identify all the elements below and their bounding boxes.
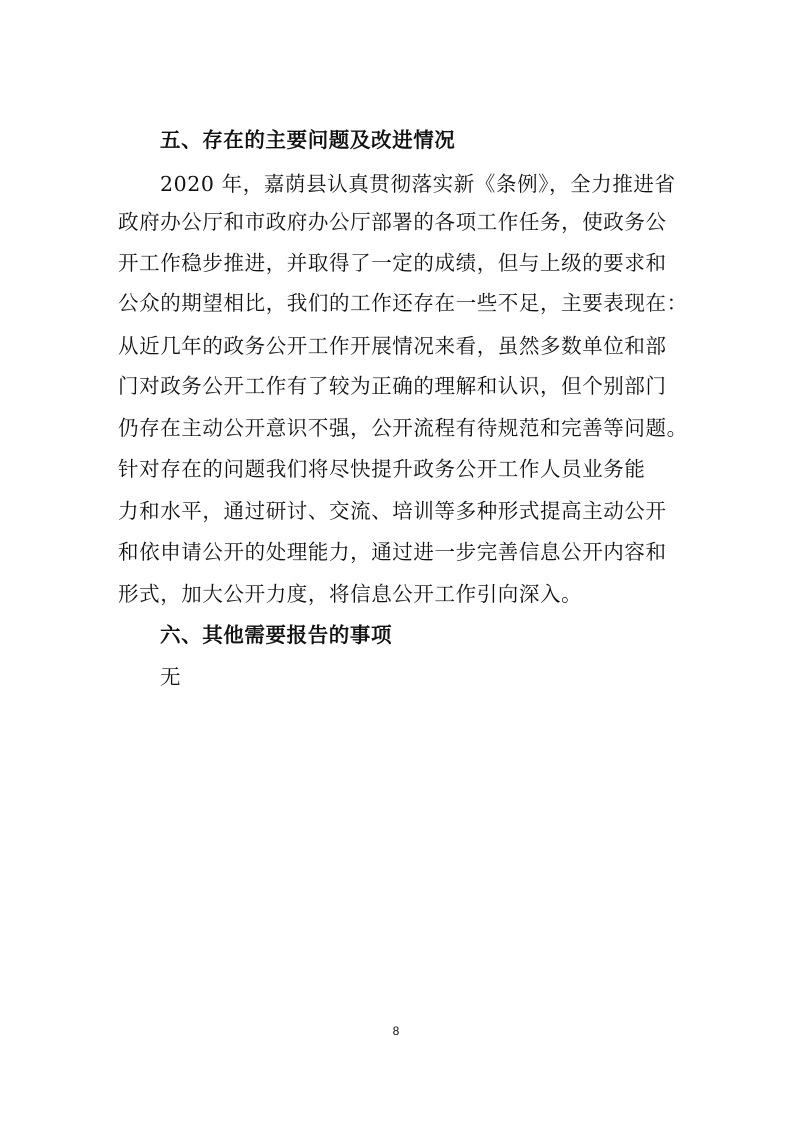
paragraph-line: 开工作稳步推进，并取得了一定的成绩，但与上级的要求和 [118,251,667,275]
paragraph-line: 门对政务公开工作有了较为正确的理解和认识，但个别部门 [118,374,667,398]
paragraph-line: 和依申请公开的处理能力，通过进一步完善信息公开内容和 [118,540,667,564]
paragraph-line: 针对存在的问题我们将尽快提升政务公开工作人员业务能 [118,457,646,481]
paragraph-line: 从近几年的政务公开工作开展情况来看，虽然多数单位和部 [118,334,667,358]
paragraph-line: 政府办公厅和市政府办公厅部署的各项工作任务，使政务公 [118,210,667,234]
paragraph-line: 公众的期望相比，我们的工作还存在一些不足，主要表现在： [118,291,688,315]
paragraph-line: 2020 年，嘉荫县认真贯彻落实新《条例》，全力推进省 [160,172,676,196]
section-heading-problems: 五、存在的主要问题及改进情况 [160,128,456,152]
section-body-none: 无 [160,665,182,689]
paragraph-line: 力和水平，通过研讨、交流、培训等多种形式提高主动公开 [118,499,667,523]
paragraph-line: 仍存在主动公开意识不强，公开流程有待规范和完善等问题。 [118,416,688,440]
section-heading-other-matters: 六、其他需要报告的事项 [160,623,393,647]
page-number: 8 [392,1024,400,1038]
paragraph-line: 形式，加大公开力度，将信息公开工作引向深入。 [118,582,583,606]
